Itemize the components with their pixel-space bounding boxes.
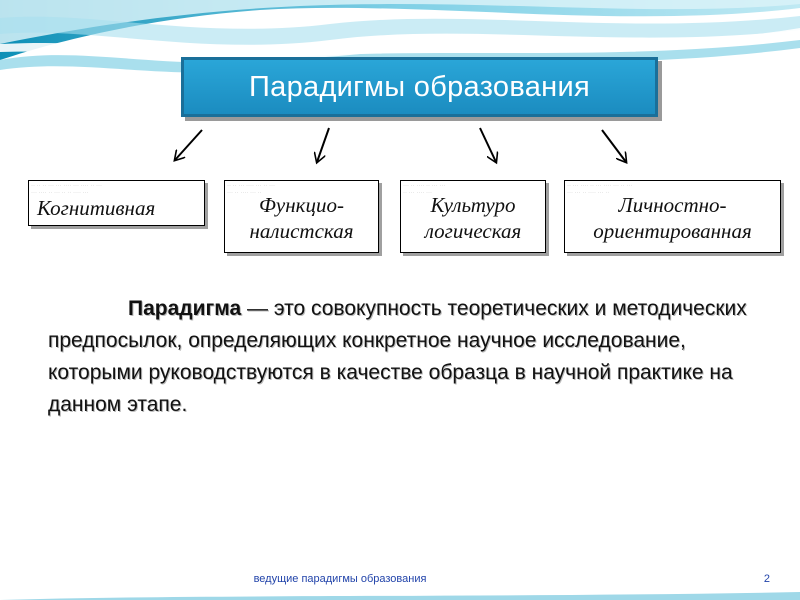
arrow-to-cultural	[480, 128, 496, 162]
paradigm-label-line1: Функцио-	[259, 193, 344, 217]
diagram-title: Парадигмы образования	[181, 57, 658, 117]
paradigm-label-line1: Культуро	[430, 193, 516, 217]
definition-text: — это совокупность теоретических и методических предпосылок, определяющих конкретное научное исследование, которыми руководствуются в качестве образца в научной практике на данном этапе.	[48, 297, 747, 416]
arrow-to-cognitive	[175, 130, 202, 160]
footer-caption: ведущие парадигмы образования	[253, 573, 427, 585]
definition-term: Парадигма	[128, 297, 242, 320]
paradigm-label-line2: налистская	[249, 219, 354, 243]
bottom-wave-decoration	[0, 592, 800, 600]
paradigm-label-line2: ориентированная	[593, 219, 752, 243]
paradigm-label-line2: логическая	[424, 219, 522, 243]
paradigm-box-functional: ·· ·· ··· ···· ··· ·· ··· ··· ·· ···· ··· ·· Функцио- налистская	[224, 180, 379, 253]
paradigm-box-cultural: ··· ·· ···· ·· ··· ··· ·· ··· ···· ··· Культуро логическая	[400, 180, 546, 253]
definition-paragraph	[48, 293, 768, 421]
paradigm-label: Когнитивная	[37, 196, 156, 220]
arrow-to-personal	[602, 130, 626, 162]
arrow-to-functional	[317, 128, 329, 162]
paradigm-box-cognitive: ·· ·· ·· ··· ··· ···· ··· ···· ·· ··· ··· ···· ·· ··· ·· ·· ···· ··· Когнитивная	[28, 180, 205, 226]
paradigm-label-line1: Личностно-	[618, 193, 727, 217]
paradigm-box-personal: ·· ··· ···· ·· ··· ···· ··· ·· ··· ··· ··· ·· ···· ··· ·· Личностно- ориентированная	[564, 180, 781, 253]
page-number: 2	[763, 573, 770, 585]
